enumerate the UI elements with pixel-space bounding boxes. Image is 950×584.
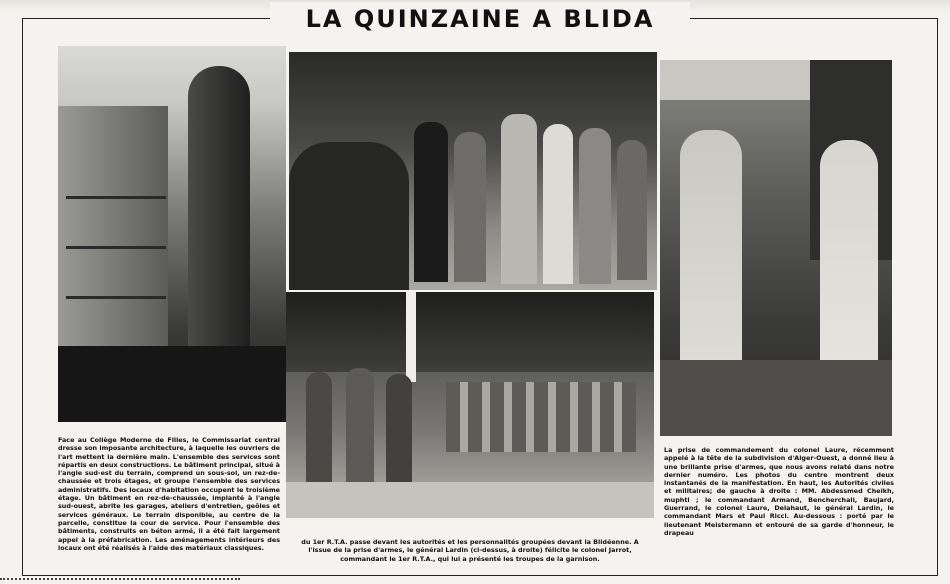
- caption-right: La prise de commandement du colonel Laure, récemment appelé à la tête de la subdivision d'Alger-Ouest, a donné lieu à une brillante prise d'armes, que nous avons relaté dans notre dernier numéro. Les photos du centre montrent deux instantanés de la manifestation. En haut, les Autorités civiles et militaires; de gauche à droite : MM. Abdessmed Cheikh, muphti ; le commandant Armand, Bencherchali, Baujard, Guerrand, le colonel Laure, Delahaut, le général Lardin, le commandant Mars et Paul Ricci. Au-dessous : porté par le lieutenant Meistermann et entouré de sa garde d'honneur, le drapeau: [664, 446, 894, 537]
- street-ground: [660, 360, 892, 436]
- flag: [406, 292, 416, 382]
- officer-figure: [543, 124, 573, 284]
- caption-middle: du 1er R.T.A. passe devant les autorités et les personnalités groupées devant la Blidéenne. A l'issue de la prise d'armes, le général Lardin (ci-dessus, à droite) félicite le colonel Jarrot, commandant le 1er R.T.A., qui lui a présenté les troupes de la garnison.: [301, 538, 639, 563]
- officer-figure: [579, 128, 611, 284]
- spectators-row: [446, 382, 636, 452]
- caption-left: Face au Collège Moderne de Filles, le Commissariat central dresse son imposante architecture, à laquelle les ouvriers de l'art mettent la dernière main. L'ensemble des services sont répartis en deux constructions. Le bâtiment principal, situé à l'angle sud-est du terrain, comprend un sous-sol, un rez-de-chaussée et trois étages, et groupe l'ensemble des services administratifs. Des locaux d'habitation occupent le troisième étage. Un bâtiment en rez-de-chaussée, implanté à l'angle sud-ouest, abrite les garages, ateliers d'entretien, geôles et services généraux. Le terrain disponible, au centre de la parcelle, constitue la cour de service. Pour l'ensemble des bâtiments, construits en béton armé, il a été fait largement appel à la préfabrication. Les aménagements intérieurs des locaux ont été réalisés à l'aide des matériaux classiques.: [58, 436, 280, 552]
- page-title: LA QUINZAINE A BLIDA: [270, 2, 690, 36]
- trees-background: [286, 292, 654, 372]
- official-figure: [414, 122, 448, 282]
- building-photo: [58, 46, 286, 422]
- handshake-photo: [660, 60, 892, 436]
- officer-figure: [501, 114, 537, 284]
- official-figure: [454, 132, 486, 282]
- building-floor-line: [66, 296, 166, 299]
- parade-ground: [286, 482, 654, 518]
- building-base: [58, 346, 286, 422]
- official-figure: [617, 140, 647, 280]
- shrubbery: [289, 142, 409, 290]
- parade-photo: [286, 292, 654, 518]
- building-floor-line: [66, 246, 166, 249]
- officials-photo: [289, 52, 657, 290]
- bottom-divider: [0, 578, 240, 583]
- building-floor-line: [66, 196, 166, 199]
